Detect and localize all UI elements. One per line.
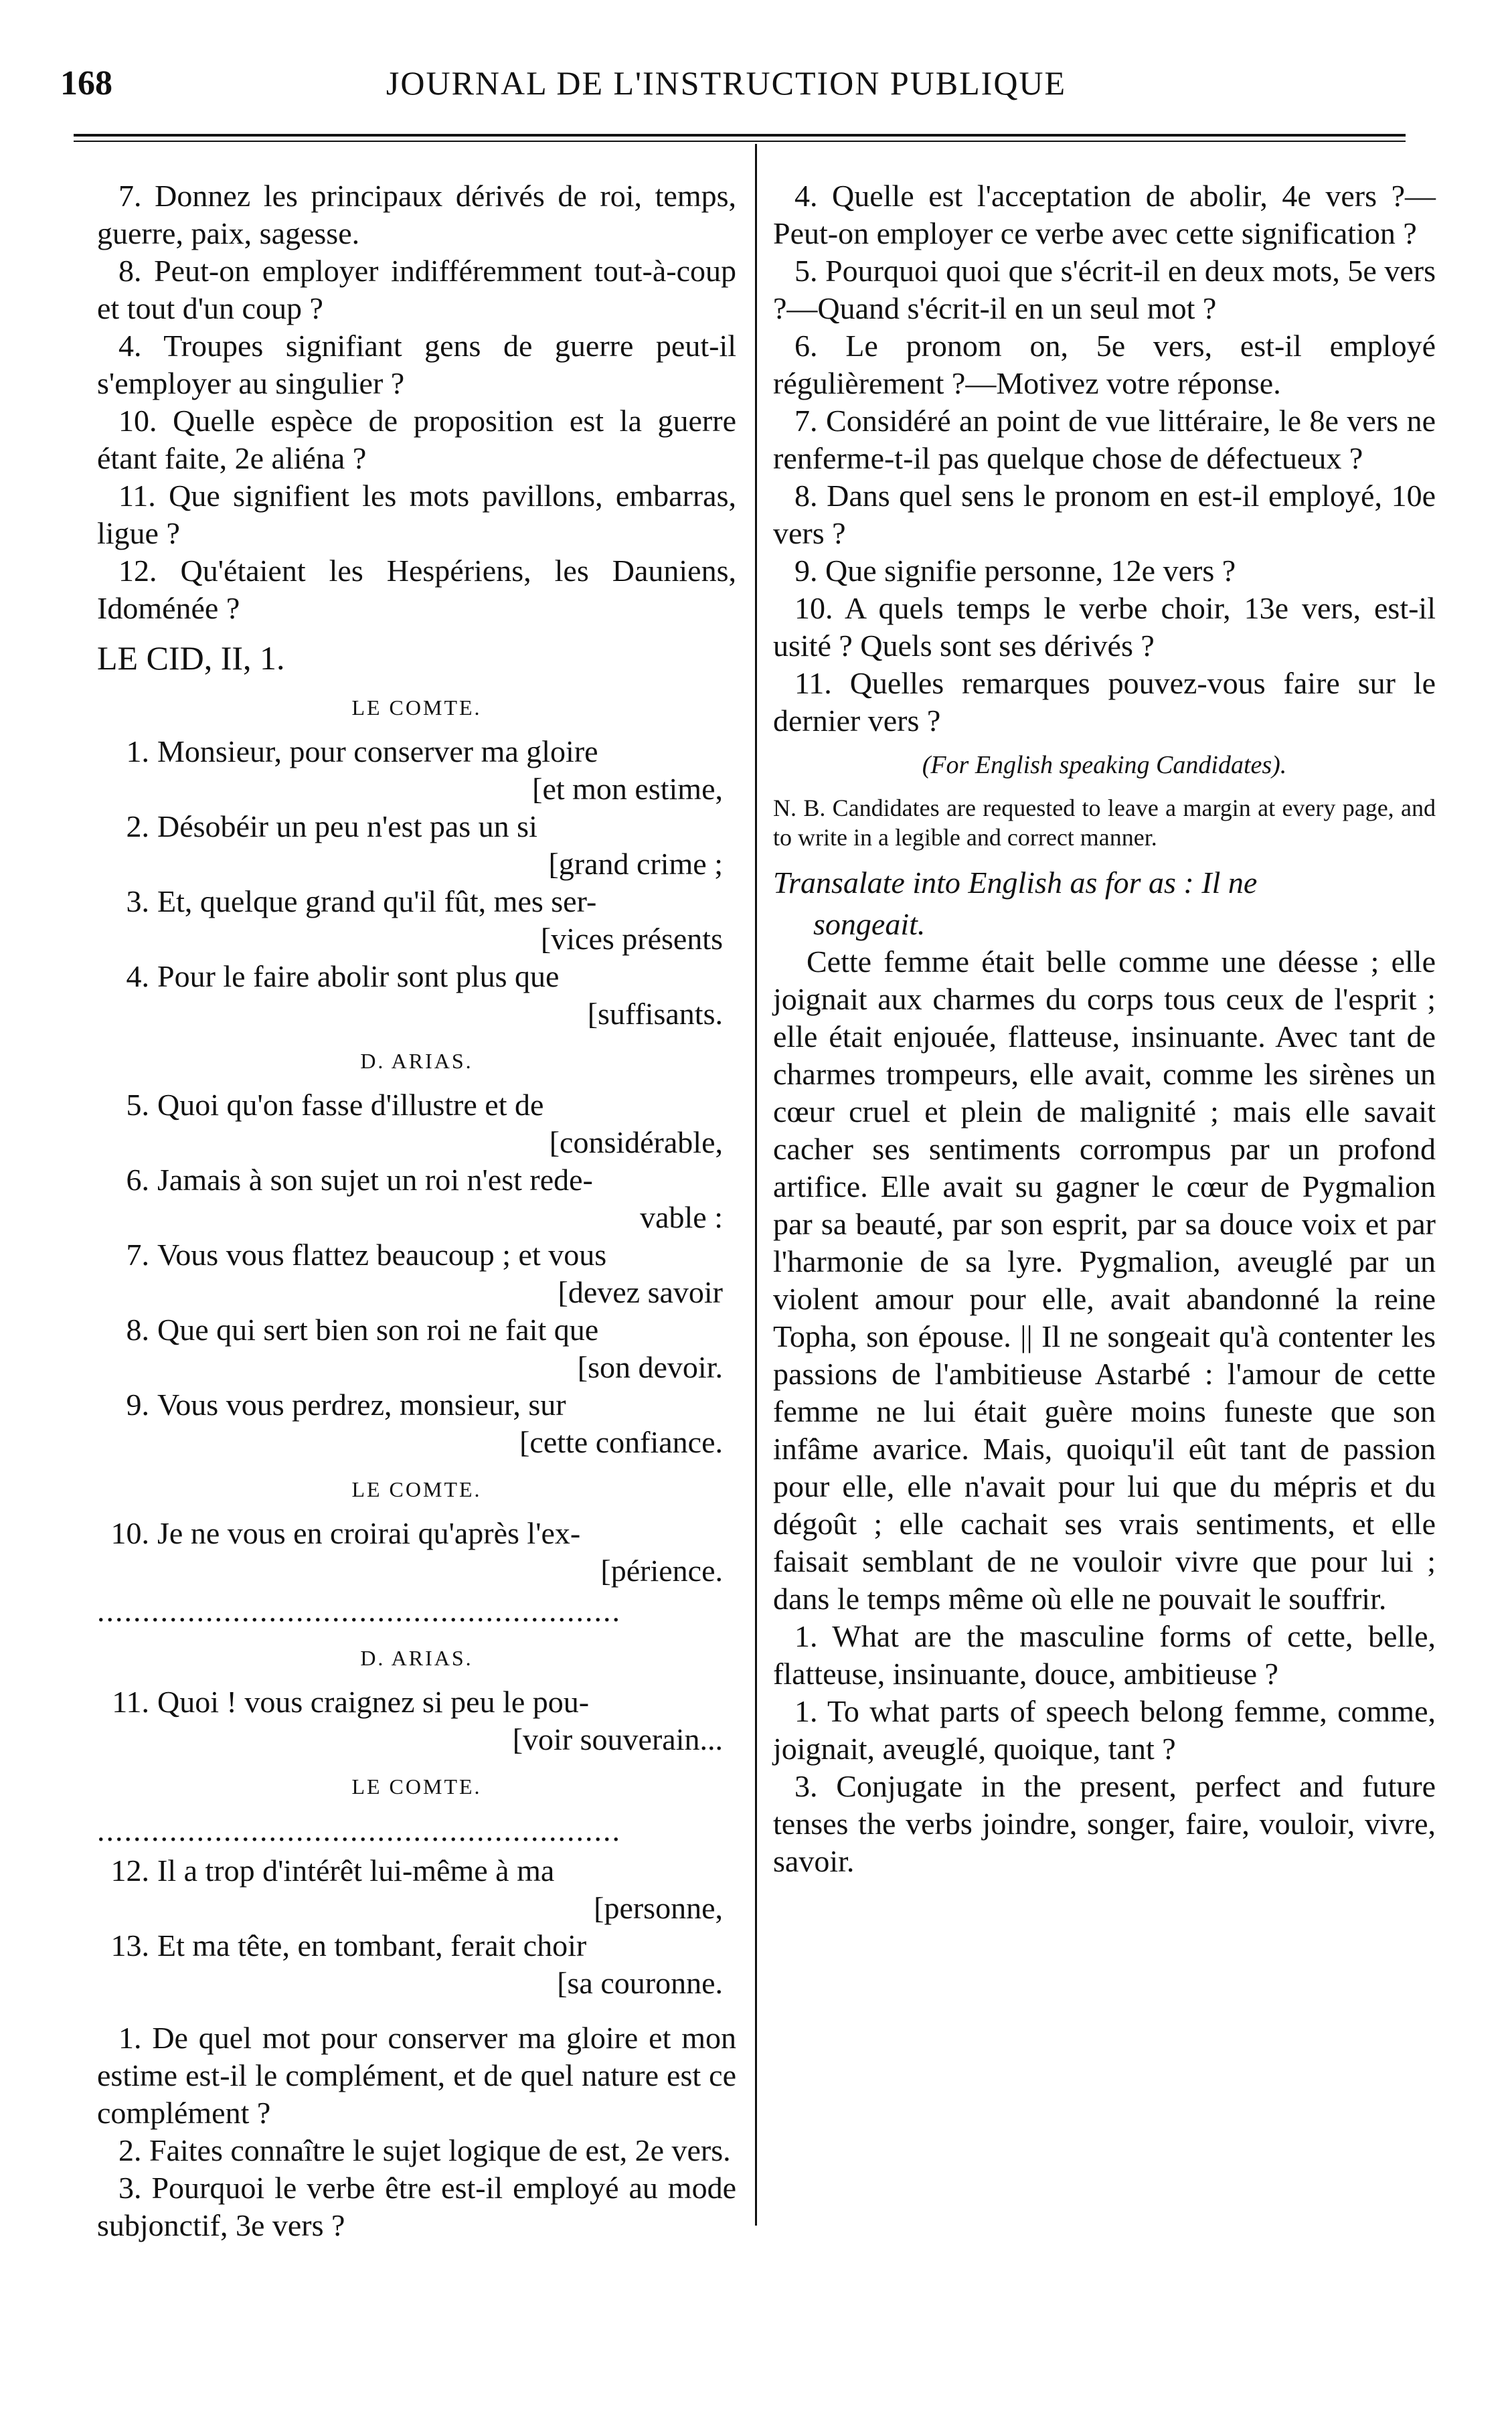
running-title: JOURNAL DE L'INSTRUCTION PUBLIQUE: [386, 64, 1067, 102]
verse-number: 10.: [110, 1516, 149, 1550]
verse-continuation: [considérable,: [549, 1125, 723, 1159]
question-item: 1. De quel mot pour conserver ma gloire et mon estime est-il le complément, et de quel nature est ce complément ?: [97, 2021, 736, 2130]
verse-number: 7.: [126, 1238, 149, 1272]
column-divider: [755, 144, 757, 2226]
verse-line: [97, 1086, 736, 1161]
verse-line: [97, 1386, 736, 1461]
translation-passage: Cette femme était belle comme une déesse ; elle joignait aux charmes du corps tous ceux de l'esprit ; elle était enjouée, flatteuse, insinuante. Avec tant de charmes trompeurs, elle avait, comme les sirènes un cœur cruel et plein de malignité ; mais elle savait cacher ses sentiments corrompus par un profond artifice. Elle avait su gagner le cœur de Pygmalion par sa beauté, par son esprit, par sa douce voix et par l'harmonie de sa lyre. Pygmalion, aveuglé par un violent amour pour elle, avait abandonné la reine Topha, son épouse. || Il ne songeait qu'à contenter les passions de l'ambitieuse Astarbé : l'amour de cette femme ne lui était guère moins funeste que son infâme avarice. Mais, quoiqu'il eût tant de passion pour elle, elle n'avait pour lui que du mépris et du dégoût ; elle cachait ses vrais sentiments, et elle faisait semblant de ne vouloir vivre que pour lui ; dans le temps même où elle ne pouvait le souffrir.: [773, 944, 1436, 1616]
ellipsis-dots: ..........................................................: [97, 1594, 621, 1628]
verse-text: Vous vous perdrez, monsieur, sur: [157, 1388, 566, 1422]
right-column: [773, 177, 1436, 1880]
verse-number: 9.: [126, 1388, 149, 1422]
verse-text: Quoi ! vous craignez si peu le pou-: [157, 1685, 590, 1719]
verse-line: [97, 1311, 736, 1386]
verse-continuation: [et mon estime,: [532, 772, 723, 806]
speaker-name: LE COMTE.: [351, 1774, 482, 1799]
verse-continuation: vable :: [640, 1200, 723, 1234]
page-number: 168: [60, 64, 112, 102]
verse-continuation: [sa couronne.: [557, 1966, 723, 2000]
verse-text: Il a trop d'intérêt lui-même à ma: [157, 1853, 555, 1888]
verse-text: Je ne vous en croirai qu'après l'ex-: [157, 1516, 581, 1550]
verse-number: 5.: [126, 1088, 149, 1122]
translation-instruction: Transalate into English as for as : Il ne: [773, 865, 1258, 900]
question-item: 12. Qu'étaient les Hespériens, les Dauniens, Idoménée ?: [97, 554, 736, 625]
verse-line: [97, 808, 736, 883]
verse-line: [97, 1236, 736, 1311]
verse-line: [97, 1161, 736, 1236]
speaker-name: LE COMTE.: [351, 1477, 482, 1501]
question-item: 1. To what parts of speech belong femme, comme, joignait, aveuglé, quoique, tant ?: [773, 1694, 1436, 1766]
verse-text: Et, quelque grand qu'il fût, mes ser-: [157, 884, 597, 918]
verse-text: Que qui sert bien son roi ne fait que: [157, 1313, 599, 1347]
question-item: 8. Dans quel sens le pronom en est-il employé, 10e vers ?: [773, 479, 1436, 550]
question-item: 7. Donnez les principaux dérivés de roi, temps, guerre, paix, sagesse.: [97, 179, 736, 250]
question-item: 4. Troupes signifiant gens de guerre peut-il s'employer au singulier ?: [97, 329, 736, 400]
verse-line: [97, 1852, 736, 1927]
speaker-name: LE COMTE.: [351, 695, 482, 720]
verse-text: Vous vous flattez beaucoup ; et vous: [157, 1238, 607, 1272]
translation-instruction-end: songeait.: [813, 907, 926, 941]
verse-line: [97, 958, 736, 1033]
verse-number: 12.: [110, 1853, 149, 1888]
verse-line: [97, 883, 736, 958]
verse-line: [97, 733, 736, 808]
top-questions: [97, 177, 736, 627]
speaker-name: D. ARIAS.: [360, 1049, 473, 1073]
question-item: 11. Quelles remarques pouvez-vous faire sur le dernier vers ?: [773, 666, 1436, 738]
verse-number: 13.: [110, 1928, 149, 1963]
verse-number: 8.: [126, 1313, 149, 1347]
question-item: 1. What are the masculine forms of cette, belle, flatteuse, insinuante, douce, ambitieuse ?: [773, 1619, 1436, 1691]
page-header: [40, 64, 1412, 117]
header-rule-thin: [74, 141, 1406, 142]
verse-text: Jamais à son sujet un roi n'est rede-: [157, 1163, 593, 1197]
question-item: 4. Quelle est l'acceptation de abolir, 4e vers ?—Peut-on employer ce verbe avec cette signification ?: [773, 179, 1436, 250]
verse-text: Désobéir un peu n'est pas un si: [157, 809, 537, 843]
verse-number: 6.: [126, 1163, 149, 1197]
verse-continuation: [grand crime ;: [548, 847, 723, 881]
english-questions: [773, 1618, 1436, 1880]
verse-line: [97, 1683, 736, 1758]
nb-note: N. B. Candidates are requested to leave a margin at every page, and to write in a legible and correct manner.: [773, 795, 1436, 851]
english-candidates-heading: (For English speaking Candidates).: [922, 751, 1287, 779]
header-rule: [74, 134, 1406, 137]
question-item: 10. A quels temps le verbe choir, 13e vers, est-il usité ? Quels sont ses dérivés ?: [773, 591, 1436, 663]
verse-continuation: [cette confiance.: [519, 1425, 723, 1459]
question-item: 8. Peut-on employer indifféremment tout-à-coup et tout d'un coup ?: [97, 254, 736, 325]
verse-line: [97, 1515, 736, 1590]
verse-number: 3.: [126, 884, 149, 918]
section-title: LE CID, II, 1.: [97, 639, 285, 677]
question-item: 7. Considéré an point de vue littéraire, le 8e vers ne renferme-t-il pas quelque chose de défectueux ?: [773, 404, 1436, 475]
question-item: 10. Quelle espèce de proposition est la guerre étant faite, 2e aliéna ?: [97, 404, 736, 475]
verse-continuation: [vices présents: [540, 922, 723, 956]
verse-continuation: [son devoir.: [577, 1350, 723, 1384]
verse-text: Pour le faire abolir sont plus que: [157, 959, 560, 993]
left-column: [97, 177, 736, 2244]
verse-line: [97, 1927, 736, 2002]
verse-text: Et ma tête, en tombant, ferait choir: [157, 1928, 587, 1963]
verse-number: 2.: [126, 809, 149, 843]
verse-number: 1.: [126, 734, 149, 768]
verse-continuation: [suffisants.: [587, 997, 723, 1031]
verse-continuation: [devez savoir: [558, 1275, 723, 1309]
verse-continuation: [périence.: [600, 1554, 723, 1588]
verse-number: 11.: [112, 1685, 149, 1719]
question-item: 5. Pourquoi quoi que s'écrit-il en deux mots, 5e vers ?—Quand s'écrit-il en un seul mot ?: [773, 254, 1436, 325]
question-item: 11. Que signifient les mots pavillons, embarras, ligue ?: [97, 479, 736, 550]
verse-continuation: [personne,: [594, 1891, 723, 1925]
verse-text: Quoi qu'on fasse d'illustre et de: [157, 1088, 544, 1122]
question-item: 6. Le pronom on, 5e vers, est-il employé régulièrement ?—Motivez votre réponse.: [773, 329, 1436, 400]
verse-continuation: [voir souverain...: [512, 1722, 723, 1756]
verse-text: Monsieur, pour conserver ma gloire: [157, 734, 598, 768]
ellipsis-dots: ..........................................................: [97, 1813, 621, 1847]
question-item: 9. Que signifie personne, 12e vers ?: [794, 554, 1236, 588]
verse-number: 4.: [126, 959, 149, 993]
speaker-name: D. ARIAS.: [360, 1646, 473, 1670]
question-item: 3. Conjugate in the present, perfect and future tenses the verbs joindre, songer, faire, vouloir, vivre, savoir.: [773, 1769, 1436, 1878]
question-item: 2. Faites connaître le sujet logique de est, 2e vers.: [118, 2133, 731, 2167]
bottom-questions: [97, 2019, 736, 2244]
question-item: 3. Pourquoi le verbe être est-il employé au mode subjonctif, 3e vers ?: [97, 2171, 736, 2242]
right-questions: [773, 177, 1436, 740]
